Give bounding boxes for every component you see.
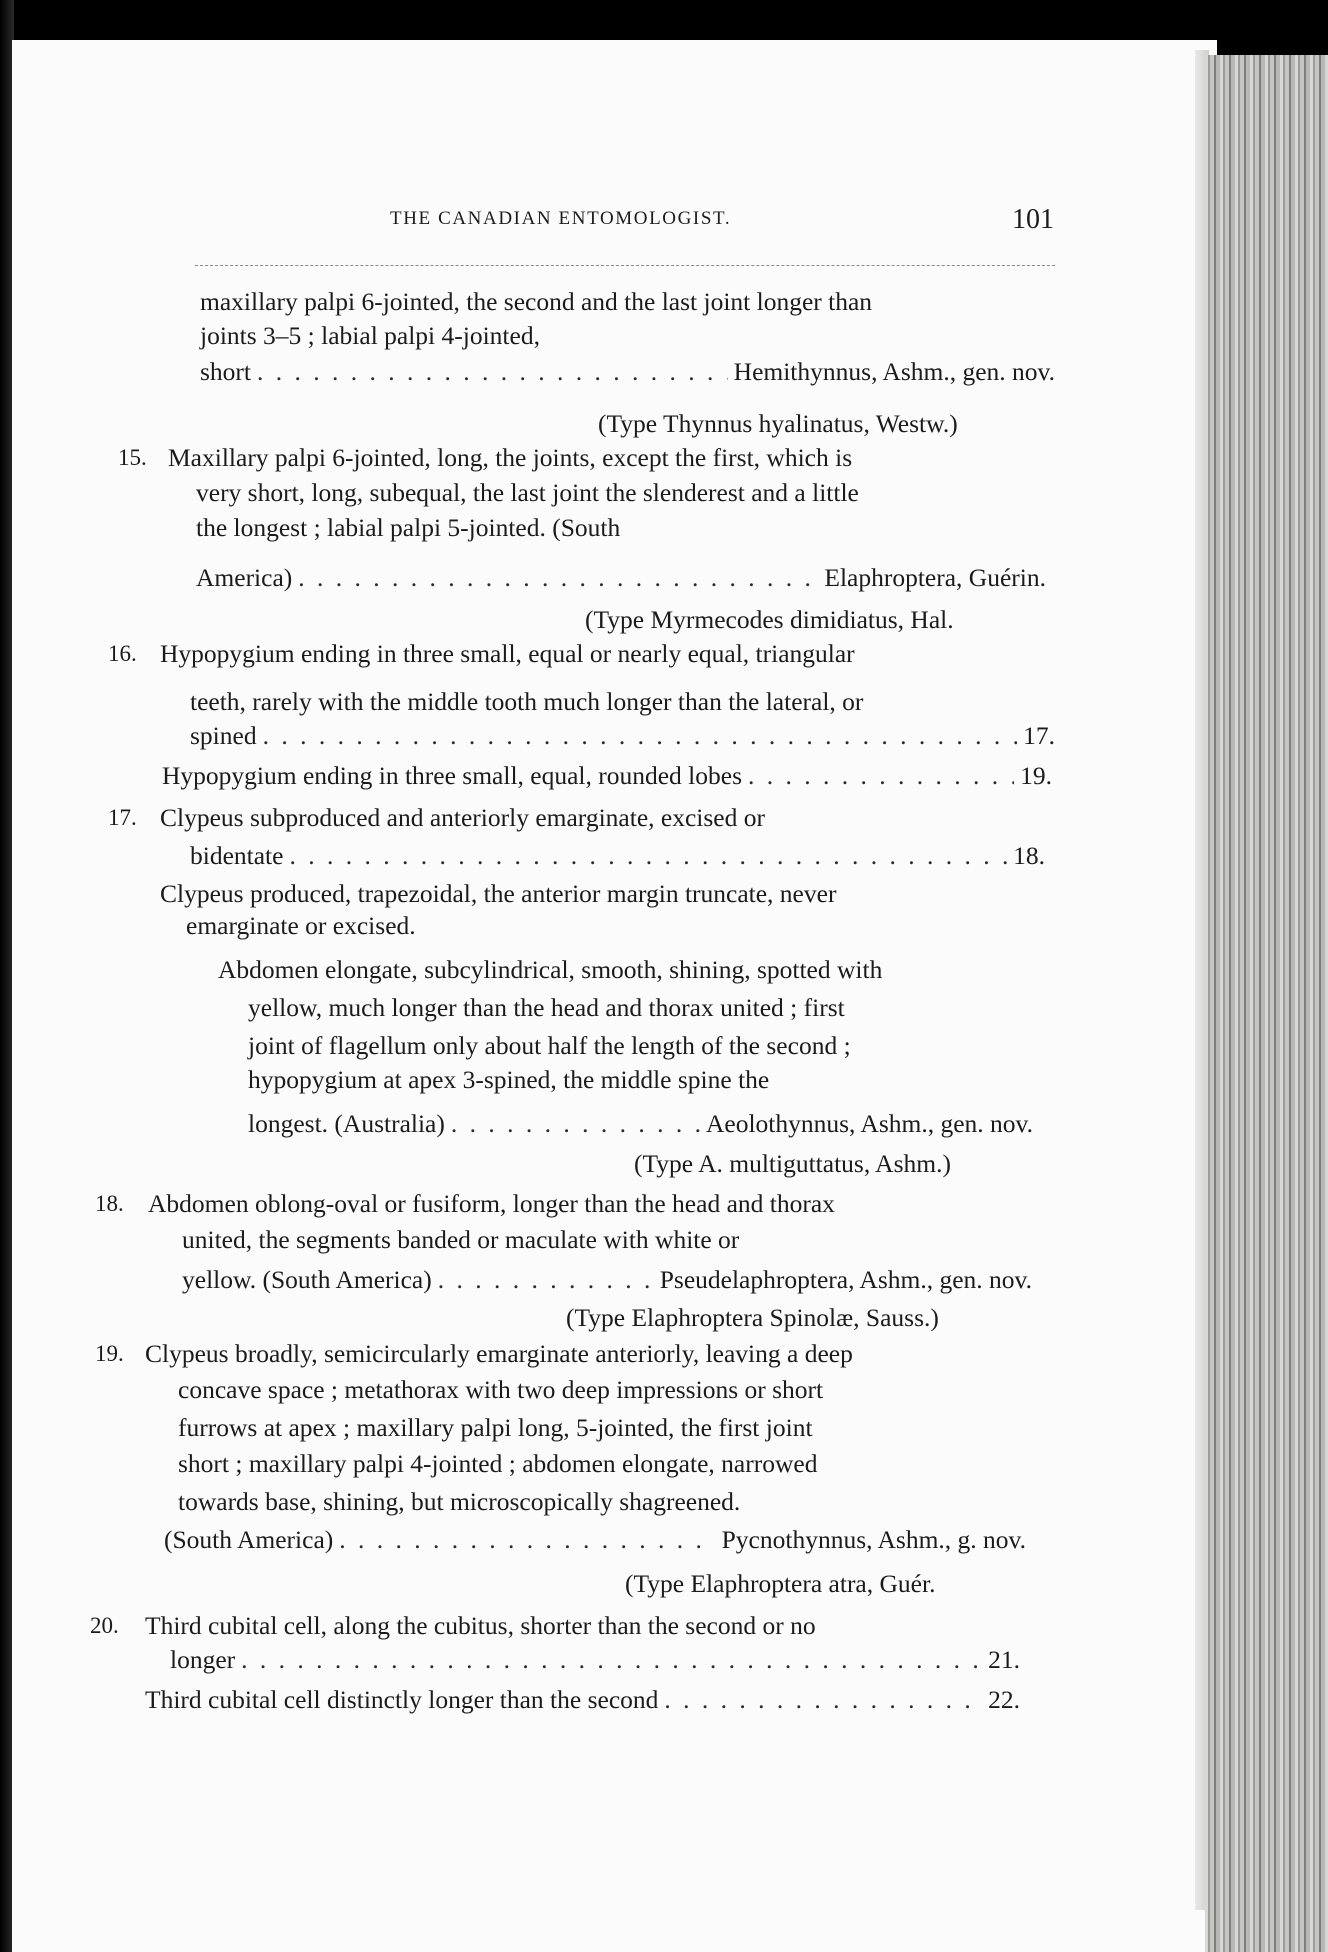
text-line <box>0 1522 1328 1558</box>
couplet-number: 19. <box>95 1341 124 1366</box>
line-text: Abdomen elongate, subcylindrical, smooth, shining, spotted with <box>218 955 883 984</box>
line-text: towards base, shining, but microscopically shagreened. <box>178 1487 741 1516</box>
line-text: yellow, much longer than the head and thorax united ; first <box>248 993 845 1022</box>
leader-dots <box>257 354 728 390</box>
genus-name: Pycnothynnus, Ashm., g. nov. <box>721 1525 1026 1554</box>
line-text: Hypopygium ending in three small, equal or nearly equal, triangular <box>160 639 855 668</box>
text-line <box>0 318 1328 354</box>
text-line <box>0 908 1328 944</box>
header-rule <box>195 265 1055 266</box>
entry-text: bidentate <box>190 841 284 870</box>
text-line <box>0 1484 1328 1520</box>
type-citation: (Type Elaphroptera atra, Guér. <box>625 1569 936 1598</box>
leader-dots <box>263 718 1018 754</box>
line-text: Abdomen oblong-oval or fusiform, longer than the head and thorax <box>148 1189 835 1218</box>
type-citation: (Type Myrmecodes dimidiatus, Hal. <box>585 605 954 634</box>
text-line <box>0 406 1328 442</box>
line-text: joint of flagellum only about half the length of the second ; <box>248 1031 851 1060</box>
text-line <box>0 1028 1328 1064</box>
line-text: concave space ; metathorax with two deep impressions or short <box>178 1375 824 1404</box>
line-text: hypopygium at apex 3-spined, the middle spine the <box>248 1065 770 1094</box>
text-line <box>0 1262 1328 1298</box>
genus-name: Aeolothynnus, Ashm., gen. nov. <box>705 1109 1033 1138</box>
couplet-number: 17. <box>108 805 137 830</box>
entry-text: (South America) <box>164 1525 334 1554</box>
couplet-reference: 18. <box>1013 841 1045 870</box>
leader-dots <box>748 758 1014 794</box>
line-text: emarginate or excised. <box>186 911 416 940</box>
text-line <box>0 800 1328 836</box>
text-line <box>0 354 1328 390</box>
type-citation: (Type Elaphroptera Spinolæ, Sauss.) <box>566 1303 939 1332</box>
leader-dots <box>451 1106 700 1142</box>
entry-text: longest. (Australia) <box>248 1109 445 1138</box>
couplet-number: 16. <box>108 641 137 666</box>
leader-entry <box>170 1642 1020 1678</box>
text-line <box>0 440 1328 476</box>
leader-dots <box>438 1262 654 1298</box>
genus-name: Hemithynnus, Ashm., gen. nov. <box>733 357 1055 386</box>
type-citation: (Type A. multiguttatus, Ashm.) <box>634 1149 951 1178</box>
text-line <box>0 1186 1328 1222</box>
entry-text: Hypopygium ending in three small, equal, rounded lobes <box>162 761 743 790</box>
line-text: Third cubital cell, along the cubitus, shorter than the second or no <box>145 1611 816 1640</box>
text-line <box>0 1642 1328 1678</box>
type-citation: (Type Thynnus hyalinatus, Westw.) <box>598 409 958 438</box>
entry-text: short <box>200 357 251 386</box>
line-text: Clypeus subproduced and anteriorly emarginate, excised or <box>160 803 765 832</box>
line-text: united, the segments banded or maculate with white or <box>182 1225 740 1254</box>
leader-dots <box>298 560 818 596</box>
text-line <box>0 636 1328 672</box>
line-text: the longest ; labial palpi 5-jointed. (South <box>196 513 621 542</box>
couplet-reference: 17. <box>1023 721 1055 750</box>
line-text: short ; maxillary palpi 4-jointed ; abdomen elongate, narrowed <box>178 1449 818 1478</box>
text-line <box>0 475 1328 511</box>
line-text: Clypeus produced, trapezoidal, the anterior margin truncate, never <box>160 879 837 908</box>
text-line <box>0 838 1328 874</box>
leader-entry <box>196 560 1046 596</box>
genus-name: Elaphroptera, Guérin. <box>824 563 1046 592</box>
leader-entry <box>145 1682 1020 1718</box>
entry-text: America) <box>196 563 293 592</box>
text-line <box>0 990 1328 1026</box>
leader-entry <box>164 1522 1026 1558</box>
leader-entry <box>162 758 1052 794</box>
text-line <box>0 284 1328 320</box>
genus-name: Pseudelaphroptera, Ashm., gen. nov. <box>659 1265 1032 1294</box>
leader-entry <box>248 1106 1033 1142</box>
line-text: maxillary palpi 6-jointed, the second and the last joint longer than <box>200 287 873 316</box>
leader-entry <box>200 354 1055 390</box>
text-line <box>0 1608 1328 1644</box>
leader-entry <box>190 838 1045 874</box>
line-text: Maxillary palpi 6-jointed, long, the joints, except the first, which is <box>168 443 853 472</box>
page-header <box>0 200 1328 240</box>
line-text: teeth, rarely with the middle tooth much longer than the lateral, or <box>190 687 864 716</box>
running-title: THE CANADIAN ENTOMOLOGIST. <box>390 208 732 229</box>
text-line <box>0 876 1328 912</box>
leader-entry <box>182 1262 1032 1298</box>
text-line <box>0 1682 1328 1718</box>
page-number: 101 <box>1012 204 1054 235</box>
couplet-reference: 19. <box>1020 761 1052 790</box>
text-line <box>0 718 1328 754</box>
text-line <box>0 1222 1328 1258</box>
couplet-reference: 21. <box>988 1645 1020 1674</box>
line-text: joints 3–5 ; labial palpi 4-jointed, <box>200 321 540 350</box>
text-line <box>0 1300 1328 1336</box>
line-text: Clypeus broadly, semicircularly emarginate anteriorly, leaving a deep <box>145 1339 853 1368</box>
text-line <box>0 1446 1328 1482</box>
entry-text: yellow. (South America) <box>182 1265 432 1294</box>
text-line <box>0 1062 1328 1098</box>
leader-entry <box>190 718 1055 754</box>
couplet-number: 18. <box>95 1191 124 1216</box>
text-line <box>0 1410 1328 1446</box>
text-line <box>0 602 1328 638</box>
text-line <box>0 1106 1328 1142</box>
couplet-number: 15. <box>118 445 147 470</box>
line-text: furrows at apex ; maxillary palpi long, 5-jointed, the first joint <box>178 1413 813 1442</box>
text-line <box>0 1566 1328 1602</box>
entry-text: longer <box>170 1645 236 1674</box>
text-line <box>0 1146 1328 1182</box>
text-line <box>0 758 1328 794</box>
entry-text: Third cubital cell distinctly longer than the second <box>145 1685 659 1714</box>
leader-dots <box>289 838 1007 874</box>
text-line <box>0 1336 1328 1372</box>
text-line <box>0 684 1328 720</box>
leader-dots <box>339 1522 715 1558</box>
leader-dots <box>664 1682 982 1718</box>
text-line <box>0 952 1328 988</box>
entry-text: spined <box>190 721 257 750</box>
couplet-number: 20. <box>90 1613 119 1638</box>
line-text: very short, long, subequal, the last joint the slenderest and a little <box>196 478 859 507</box>
couplet-reference: 22. <box>988 1685 1020 1714</box>
text-line <box>0 1372 1328 1408</box>
text-line <box>0 560 1328 596</box>
leader-dots <box>241 1642 982 1678</box>
text-line <box>0 510 1328 546</box>
